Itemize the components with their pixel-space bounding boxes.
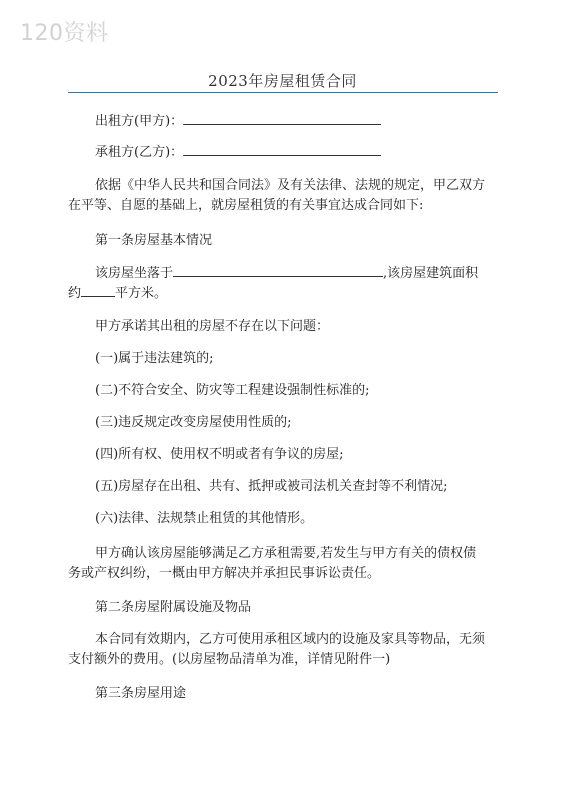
list-item: (五)房屋存在出租、共有、抵押或被司法机关查封等不利情况; (95, 479, 448, 494)
location-line (68, 262, 498, 284)
confirm-line-2: 务或产权纠纷，一概由甲方解决并承担民事诉讼责任。 (68, 566, 381, 581)
watermark-logo: 120资料 (20, 21, 109, 46)
list-item: (六)法律、法规禁止租赁的其他情形。 (95, 511, 314, 526)
lessee-line (68, 141, 498, 163)
article-1-title: 第一条房屋基本情况 (95, 233, 213, 248)
lessee-label: 承租方(乙方)： (95, 145, 184, 160)
location-suffix: ,该房屋建筑面积 (383, 266, 479, 281)
lessor-blank (183, 110, 381, 125)
area-line (68, 282, 498, 304)
location-blank (173, 262, 383, 277)
lessor-line (68, 110, 498, 132)
document-title: 2023年房屋租赁合同 (208, 72, 357, 90)
area-blank (81, 282, 115, 297)
article-2-title: 第二条房屋附属设施及物品 (95, 600, 252, 615)
facilities-line-1: 本合同有效期内，乙方可使用承租区域内的设施及家具等物品，无须 (95, 632, 486, 647)
area-prefix: 约 (68, 286, 82, 301)
list-item: (三)违反规定改变房屋使用性质的; (95, 415, 292, 430)
lessor-label: 出租方(甲方)： (95, 114, 184, 129)
intro-line-1: 依据《中华人民共和国合同法》及有关法律、法规的规定，甲乙双方 (95, 178, 486, 193)
list-item: (四)所有权、使用权不明或者有争议的房屋; (95, 447, 344, 462)
intro-line-2: 在平等、自愿的基础上，就房屋租赁的有关事宜达成合同如下: (68, 198, 424, 213)
confirm-line-1: 甲方确认该房屋能够满足乙方承租需要,若发生与甲方有关的债权债 (95, 546, 477, 561)
list-item: (一)属于违法建筑的; (95, 351, 214, 366)
location-prefix: 该房屋坐落于 (95, 266, 174, 281)
title-divider (68, 92, 498, 93)
article-3-title: 第三条房屋用途 (95, 686, 187, 701)
area-suffix: 平方米。 (115, 286, 168, 301)
list-item: (二)不符合安全、防灾等工程建设强制性标准的; (95, 383, 370, 398)
lessee-blank (183, 141, 381, 156)
facilities-line-2: 支付额外的费用。(以房屋物品清单为准，详情见附件一) (68, 652, 391, 667)
warranty-intro: 甲方承诺其出租的房屋不存在以下问题： (95, 319, 330, 334)
